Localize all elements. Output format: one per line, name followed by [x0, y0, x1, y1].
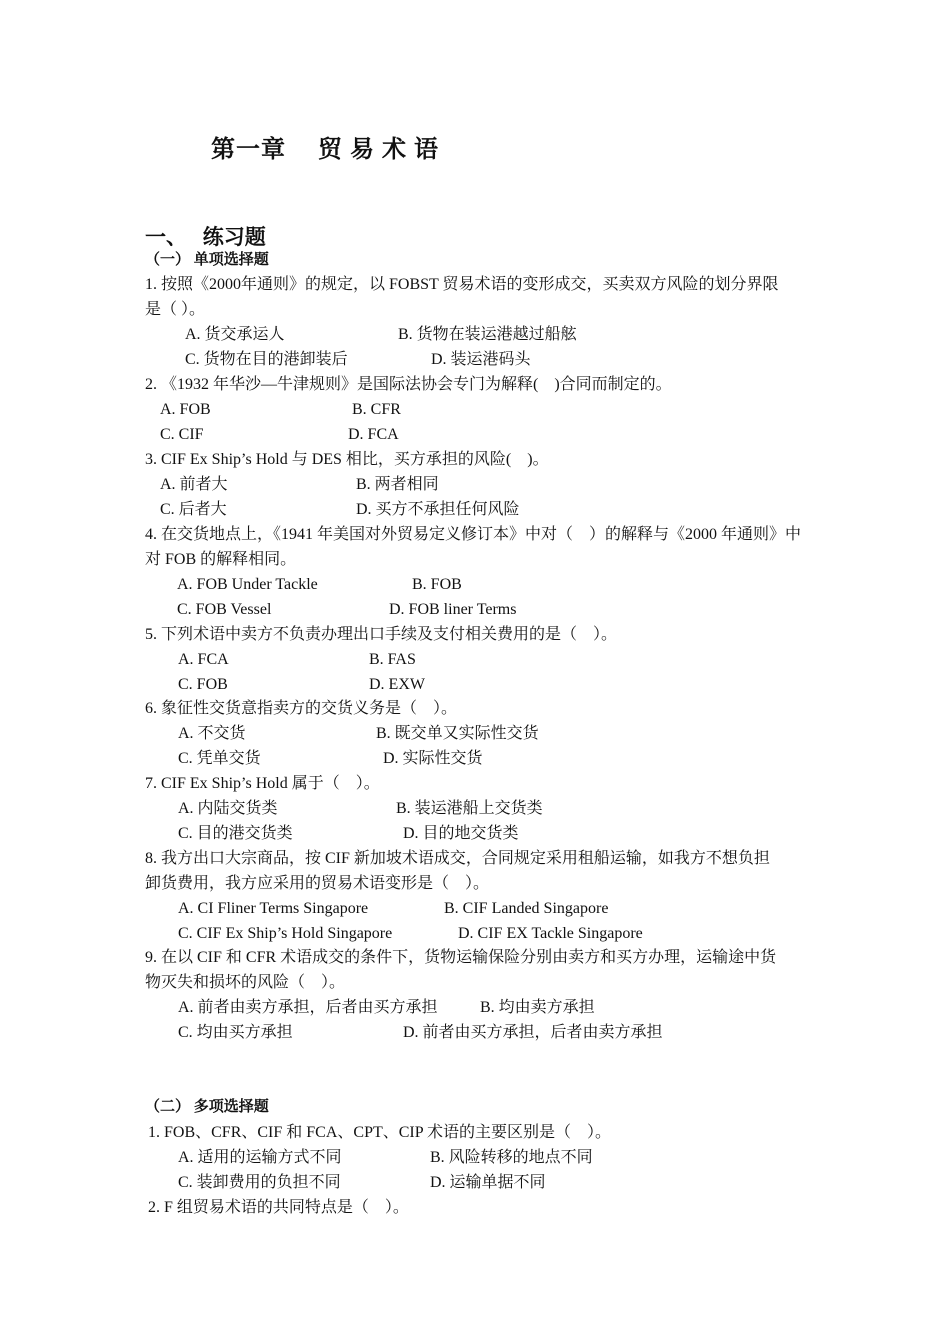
- question-text: 1. FOB、CFR、CIF 和 FCA、CPT、CIP 术语的主要区别是（ ）。: [148, 1124, 612, 1141]
- question-text: 5. 下列术语中卖方不负责办理出口手续及支付相关费用的是（ ）。: [145, 626, 618, 643]
- option-a: A. 适用的运输方式不同: [178, 1149, 342, 1166]
- option-c: C. 均由买方承担: [178, 1024, 293, 1041]
- option-d: D. FCA: [348, 426, 399, 443]
- question-text: 是（ ）。: [145, 301, 206, 318]
- option-c: C. 装卸费用的负担不同: [178, 1174, 341, 1191]
- option-b: B. 两者相同: [356, 476, 439, 493]
- option-d: D. 实际性交货: [383, 750, 483, 767]
- option-b: B. FAS: [369, 651, 416, 668]
- option-b: B. 装运港船上交货类: [396, 800, 543, 817]
- option-b: B. CIF Landed Singapore: [444, 900, 609, 917]
- option-d: D. FOB liner Terms: [389, 601, 517, 618]
- option-c: C. 后者大: [160, 501, 227, 518]
- option-a: A. 内陆交货类: [178, 800, 278, 817]
- chapter-title: 第一章 贸 易 术 语: [211, 137, 439, 163]
- option-b: B. 风险转移的地点不同: [430, 1149, 593, 1166]
- option-b: B. 既交单又实际性交货: [376, 725, 539, 742]
- option-c: C. CIF: [160, 426, 204, 443]
- option-d: D. CIF EX Tackle Singapore: [458, 925, 643, 942]
- option-b: B. CFR: [352, 401, 401, 418]
- question-text: 对 FOB 的解释相同。: [145, 551, 297, 568]
- multiple-choice-heading: （二） 多项选择题: [145, 1099, 269, 1115]
- question-text: 7. CIF Ex Ship’s Hold 属于（ ）。: [145, 775, 380, 792]
- question-text: 6. 象征性交货意指卖方的交货义务是（ ）。: [145, 700, 458, 717]
- question-text: 2. 《1932 年华沙—牛津规则》是国际法协会专门为解释( )合同而制定的。: [145, 376, 672, 393]
- section-heading: 一、 练习题: [145, 225, 266, 249]
- question-text: 4. 在交货地点上，《1941 年美国对外贸易定义修订本》中对（ ）的解释与《2000 年通则》中: [145, 526, 802, 543]
- option-b: B. FOB: [412, 576, 462, 593]
- option-a: A. 前者由卖方承担，后者由买方承担: [178, 999, 438, 1016]
- question-text: 1. 按照《2000年通则》的规定，以 FOBST 贸易术语的变形成交，买卖双方风险的划分界限: [145, 276, 779, 293]
- option-d: D. 运输单据不同: [430, 1174, 546, 1191]
- option-d: D. 前者由买方承担，后者由卖方承担: [403, 1024, 663, 1041]
- question-text: 9. 在以 CIF 和 CFR 术语成交的条件下，货物运输保险分别由卖方和买方办理，运输途中货: [145, 949, 777, 966]
- option-a: A. CI Fliner Terms Singapore: [178, 900, 369, 917]
- question-text: 物灭失和损坏的风险（ ）。: [145, 974, 346, 991]
- option-c: C. FOB: [178, 676, 228, 693]
- question-text: 8. 我方出口大宗商品，按 CIF 新加坡术语成交，合同规定采用租船运输，如我方不想负担: [145, 850, 770, 867]
- question-text: 2. F 组贸易术语的共同特点是（ ）。: [148, 1199, 409, 1216]
- option-d: D. 装运港码头: [431, 351, 531, 368]
- option-a: A. 前者大: [160, 476, 228, 493]
- option-d: D. 买方不承担任何风险: [356, 501, 520, 518]
- option-b: B. 货物在装运港越过船舷: [398, 326, 577, 343]
- question-text: 3. CIF Ex Ship’s Hold 与 DES 相比，买方承担的风险( )。: [145, 451, 549, 468]
- option-d: D. EXW: [369, 676, 425, 693]
- option-d: D. 目的地交货类: [403, 825, 519, 842]
- option-a: A. 不交货: [178, 725, 246, 742]
- option-a: A. FOB: [160, 401, 211, 418]
- option-a: A. FOB Under Tackle: [177, 576, 318, 593]
- option-c: C. 货物在目的港卸装后: [185, 351, 348, 368]
- option-a: A. 货交承运人: [185, 326, 285, 343]
- single-choice-heading: （一） 单项选择题: [145, 252, 269, 268]
- option-c: C. CIF Ex Ship’s Hold Singapore: [178, 925, 393, 942]
- option-b: B. 均由卖方承担: [480, 999, 595, 1016]
- option-c: C. 凭单交货: [178, 750, 261, 767]
- question-text: 卸货费用，我方应采用的贸易术语变形是（ ）。: [145, 875, 490, 892]
- option-c: C. FOB Vessel: [177, 601, 272, 618]
- option-a: A. FCA: [178, 651, 229, 668]
- option-c: C. 目的港交货类: [178, 825, 293, 842]
